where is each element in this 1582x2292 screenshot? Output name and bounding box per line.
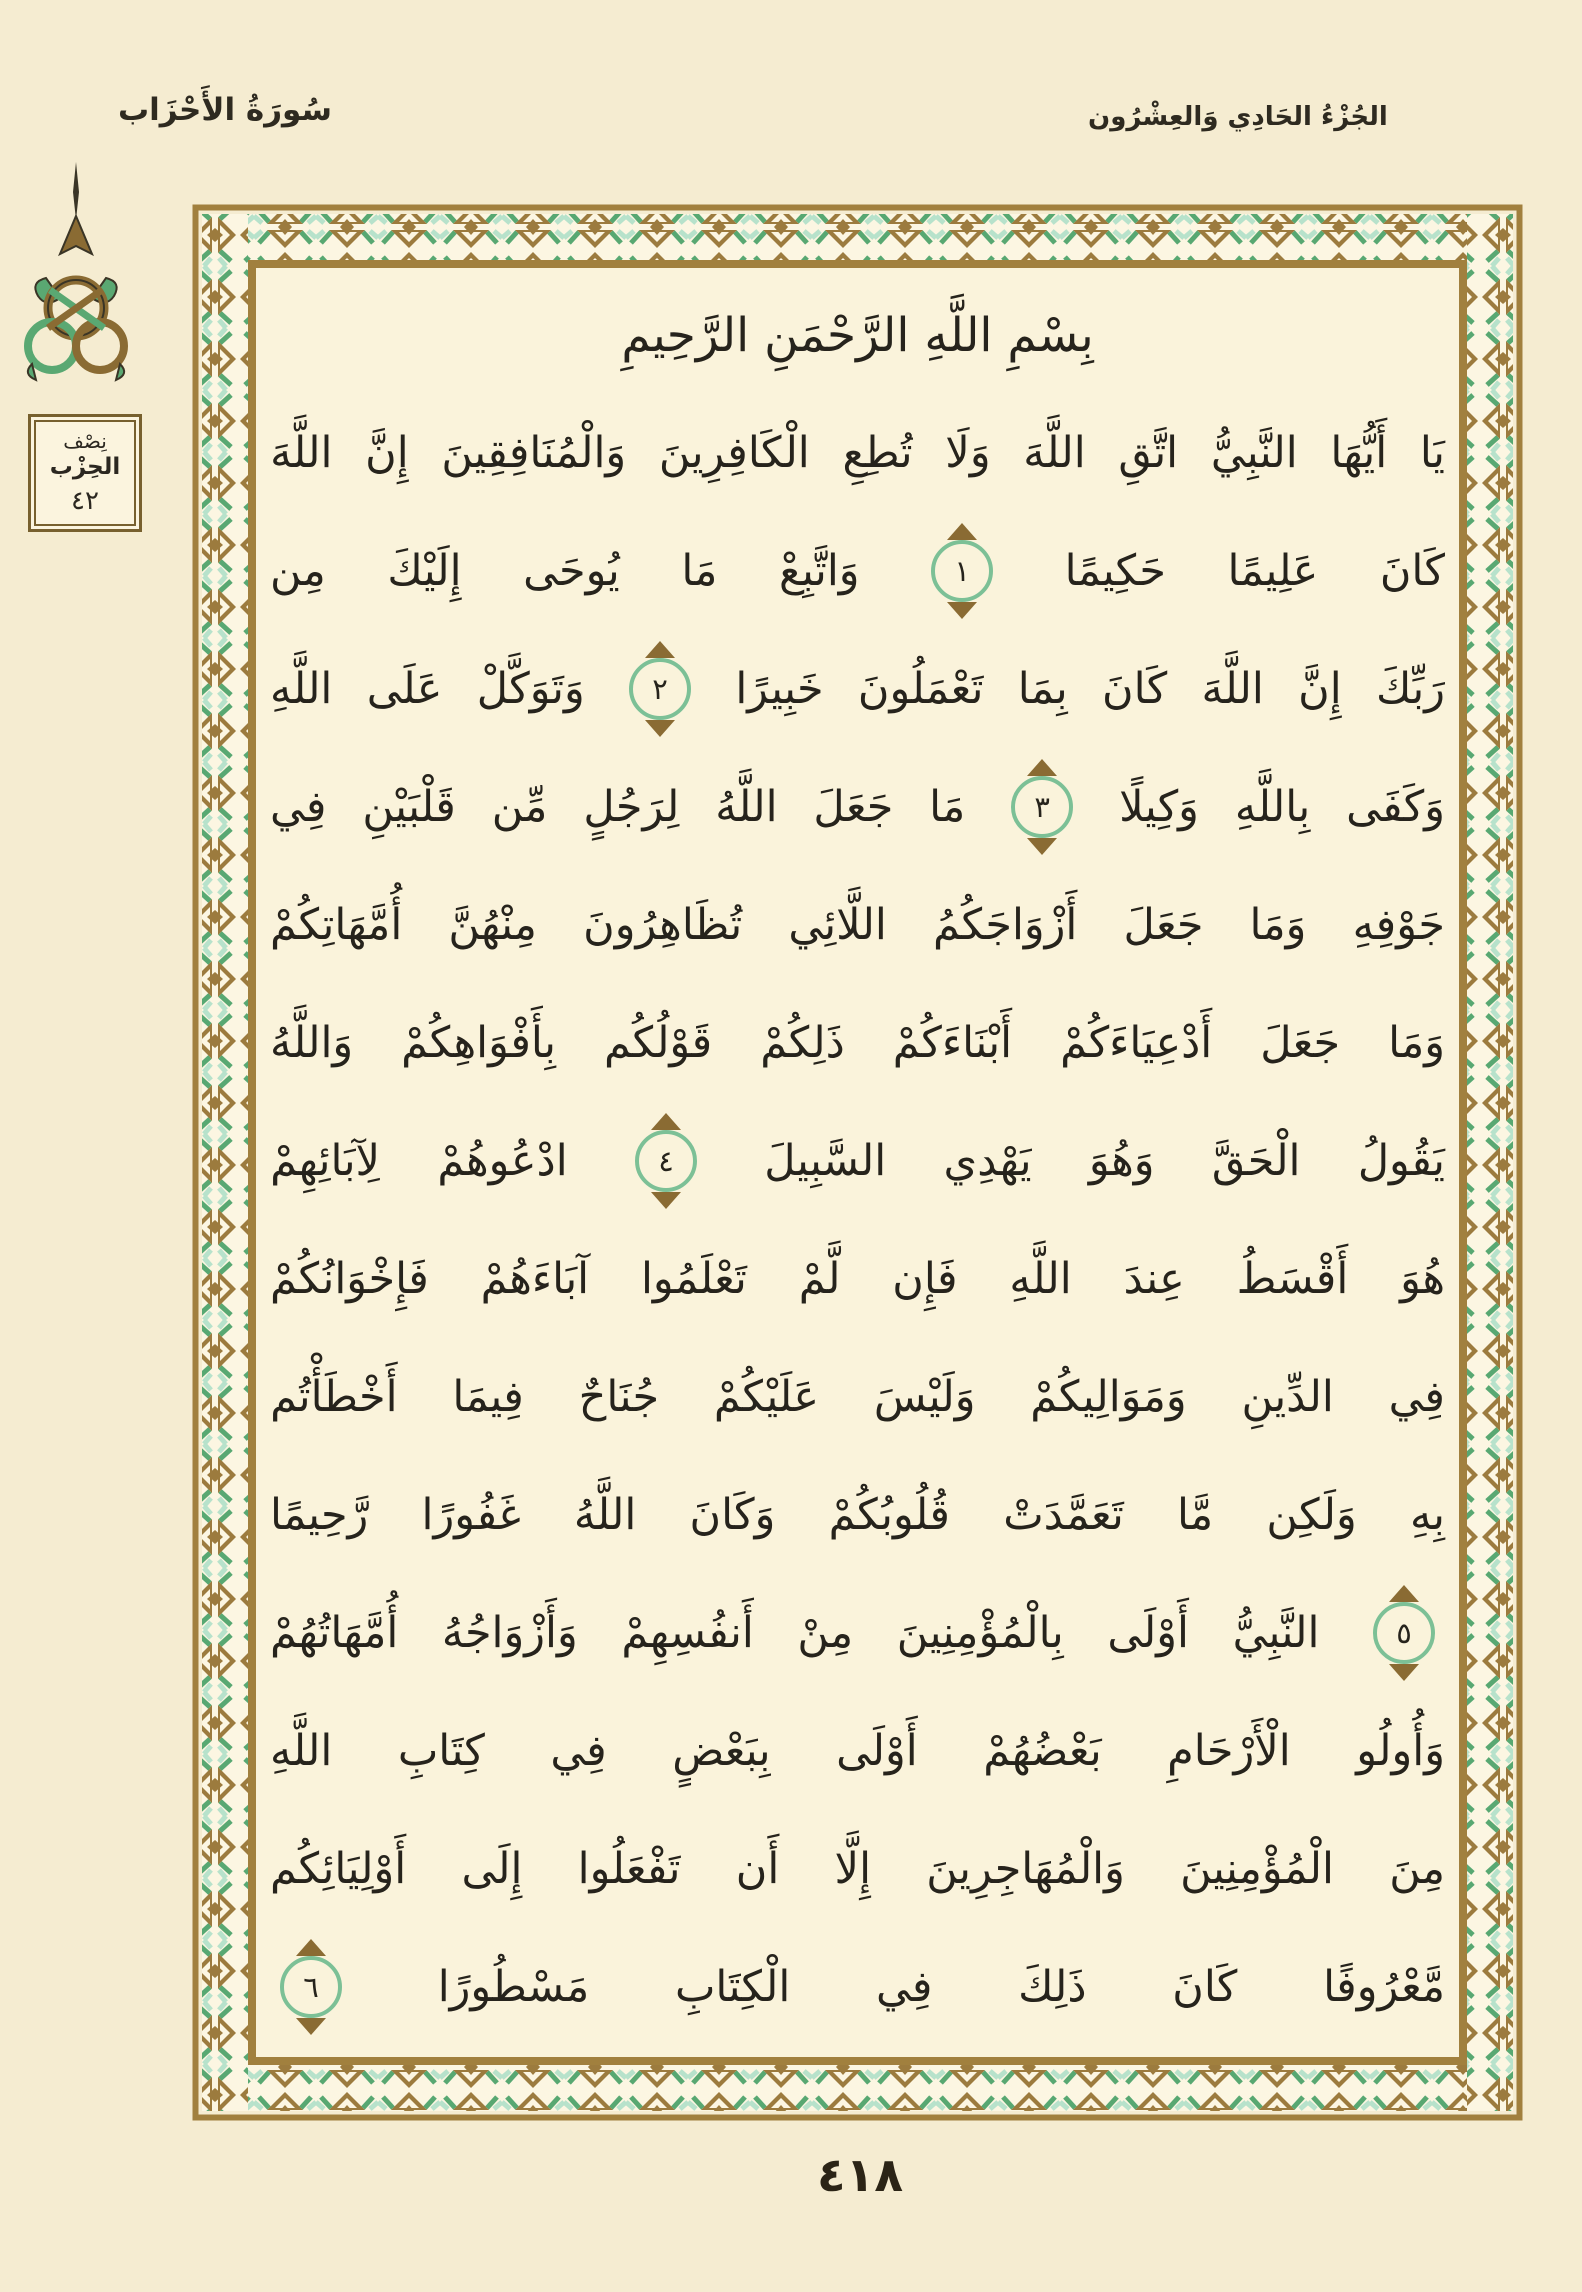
quran-word: هُوَ [1400, 1254, 1445, 1304]
quran-word: غَفُورًا [421, 1490, 521, 1540]
verse-number: ٢ [652, 671, 668, 706]
surah-title: سُورَةُ الأَحْزَاب [118, 92, 332, 128]
quran-word: مِنَ [1389, 1844, 1445, 1894]
quran-word: اللَّهُ [715, 782, 778, 832]
quran-word: الْكَافِرِينَ [658, 428, 810, 478]
quran-word: اللَّهَ [1201, 664, 1264, 714]
quran-word: أَوْلَى [836, 1726, 918, 1776]
quran-word: قَوْلُكُم [603, 1018, 713, 1068]
quran-word: أَبْنَاءَكُمْ [892, 1018, 1013, 1068]
quran-word: أَوْلِيَائِكُم [270, 1844, 407, 1894]
quran-word: ذَلِكَ [1018, 1962, 1087, 2012]
quran-word: مِّن [491, 782, 548, 832]
quran-word: وَلَيْسَ [873, 1372, 976, 1422]
quran-word: كِتَابِ [397, 1726, 485, 1776]
quran-word: فِي [1388, 1372, 1445, 1422]
bismillah: بِسْمِ اللَّهِ الرَّحْمَنِ الرَّحِيمِ [621, 307, 1094, 363]
quran-word: وَمَا [1249, 900, 1307, 950]
quran-word: مِن [270, 546, 326, 596]
quran-word: يُوحَى [523, 546, 620, 596]
hizb-marker-box [28, 414, 142, 532]
quran-word: بِمَا [1017, 664, 1068, 714]
quran-word: كَانَ [1172, 1962, 1238, 2012]
quran-word: وَأَزْوَاجُهُ [441, 1608, 578, 1658]
verse-number: ٦ [303, 1969, 319, 2004]
hizb-ornament-icon [16, 158, 136, 416]
quran-word: وَمَا [1388, 1018, 1445, 1068]
quran-word: جَعَلَ [813, 782, 894, 832]
verse-marker [280, 1956, 342, 2018]
quran-word: تَعْمَلُونَ [857, 664, 984, 714]
quran-word: عَلِيمًا [1227, 546, 1319, 596]
quran-word: بَعْضُهُمْ [983, 1726, 1102, 1776]
quran-word: تَعْلَمُوا [640, 1254, 747, 1304]
quran-word: ذَلِكُمْ [760, 1018, 845, 1068]
verse-number: ٥ [1396, 1615, 1412, 1650]
quran-word: مَا [681, 546, 718, 596]
quran-word: فِي [875, 1962, 933, 2012]
quran-word: اللَّهِ [270, 664, 333, 714]
quran-word: اتَّقِ [1118, 428, 1179, 478]
quran-word: جَعَلَ [1260, 1018, 1341, 1068]
quran-word: مَسْطُورًا [437, 1962, 590, 2012]
quran-word: فِيمَا [452, 1372, 524, 1422]
quran-word: وَهُوَ [1088, 1136, 1155, 1186]
quran-line [270, 1928, 1445, 2046]
quran-word: جَعَلَ [1123, 900, 1204, 950]
quran-word: وَاتَّبِعْ [779, 546, 860, 596]
quran-word: لِآبَائِهِمْ [270, 1136, 381, 1186]
quran-word: يَا [1419, 428, 1445, 478]
quran-word: قُلُوبُكُمْ [828, 1490, 950, 1540]
quran-word: مَا [929, 782, 966, 832]
quran-word: وَكِيلًا [1119, 782, 1199, 832]
quran-line [270, 512, 1445, 630]
quran-line [270, 748, 1445, 866]
quran-line [270, 1456, 1445, 1574]
verse-marker [629, 658, 691, 720]
quran-word: لَّمْ [798, 1254, 841, 1304]
quran-word: وَأُولُو [1356, 1726, 1445, 1776]
hizb-number: ٤٢ [71, 485, 99, 516]
quran-word: مِنْ [797, 1608, 854, 1658]
quran-word: آبَاءَهُمْ [480, 1254, 590, 1304]
quran-word: أَدْعِيَاءَكُمْ [1060, 1018, 1213, 1068]
quran-word: فَإِخْوَانُكُمْ [270, 1254, 429, 1304]
quran-word: الْأَرْحَامِ [1167, 1726, 1291, 1776]
quran-word: رَبِّكَ [1376, 664, 1445, 714]
border-pattern-bottom [202, 2065, 1513, 2111]
quran-word: بِالْمُؤْمِنِينَ [896, 1608, 1064, 1658]
quran-word: بِاللَّهِ [1234, 782, 1311, 832]
quran-word: أَقْسَطُ [1236, 1254, 1349, 1304]
quran-word: مَّا [1177, 1490, 1214, 1540]
quran-word: بِأَفْوَاهِكُمْ [401, 1018, 556, 1068]
quran-word: وَمَوَالِيكُمْ [1030, 1372, 1187, 1422]
quran-word: فِي [270, 782, 327, 832]
quran-word: وَالْمُهَاجِرِينَ [926, 1844, 1125, 1894]
quran-line [270, 1338, 1445, 1456]
quran-word: وَلَكِن [1266, 1490, 1357, 1540]
hizb-word-nisf: نِصْف [63, 429, 107, 453]
quran-word: كَانَ [1379, 546, 1445, 596]
quran-word: اللَّهِ [270, 1726, 333, 1776]
quran-word: أُمَّهَاتِكُمْ [270, 900, 403, 950]
quran-word: حَكِيمًا [1064, 546, 1166, 596]
quran-word: النَّبِيُّ [1232, 1608, 1320, 1658]
quran-word: الْحَقَّ [1211, 1136, 1301, 1186]
quran-word: أُمَّهَاتُهُمْ [270, 1608, 399, 1658]
quran-word: الْمُؤْمِنِينَ [1180, 1844, 1334, 1894]
quran-word: تُطِعِ [842, 428, 913, 478]
hizb-word-hizb: الحِزْب [49, 454, 121, 480]
quran-word: تَفْعَلُوا [577, 1844, 681, 1894]
quran-word: اللَّهَ [270, 428, 333, 478]
quran-word: إِنَّ [365, 428, 409, 478]
page-number: ٤١٨ [816, 2148, 904, 2203]
quran-word: تَعَمَّدَتْ [1003, 1490, 1124, 1540]
quran-line [270, 1692, 1445, 1810]
quran-word: وَالْمُنَافِقِينَ [441, 428, 627, 478]
quran-word: فِي [550, 1726, 607, 1776]
border-pattern-top [202, 214, 1513, 260]
border-pattern-right [1467, 214, 1513, 2111]
quran-word: أَخْطَأْتُم [270, 1372, 398, 1422]
quran-word: أَن [735, 1844, 780, 1894]
verse-marker [1373, 1602, 1435, 1664]
quran-word: ادْعُوهُمْ [437, 1136, 568, 1186]
quran-word: وَكَفَى [1346, 782, 1445, 832]
quran-word: أَزْوَاجَكُمُ [933, 900, 1078, 950]
quran-word: جَوْفِهِ [1352, 900, 1445, 950]
quran-word: عِندَ [1123, 1254, 1185, 1304]
quran-word: اللَّائِي [788, 900, 887, 950]
verse-number: ٤ [658, 1143, 674, 1178]
quran-word: اللَّهَ [1023, 428, 1086, 478]
border-pattern-left [202, 214, 248, 2111]
quran-word: يَهْدِي [943, 1136, 1032, 1186]
quran-word: إِلَّا [834, 1844, 872, 1894]
finial-spike [73, 162, 79, 220]
quran-line [270, 630, 1445, 748]
quran-word: إِلَيْكَ [387, 546, 462, 596]
quran-word: إِلَى [461, 1844, 523, 1894]
quran-word: بِبَعْضٍ [672, 1726, 771, 1776]
quran-word: أَيُّهَا [1330, 428, 1388, 478]
quran-word: عَلَى [366, 664, 443, 714]
quran-word: وَكَانَ [689, 1490, 776, 1540]
quran-word: فَإِن [892, 1254, 958, 1304]
verse-number: ٣ [1034, 789, 1050, 824]
quran-line [270, 394, 1445, 512]
quran-line [270, 1102, 1445, 1220]
quran-word: السَّبِيلَ [764, 1136, 887, 1186]
quran-word: جُنَاحٌ [578, 1372, 660, 1422]
quran-word: إِنَّ [1298, 664, 1342, 714]
quran-line [270, 1574, 1445, 1692]
quran-word: لِرَجُلٍ [583, 782, 680, 832]
quran-word: أَنفُسِهِمْ [621, 1608, 754, 1658]
verse-number: ١ [954, 553, 970, 588]
quran-word: يَقُولُ [1357, 1136, 1445, 1186]
quran-word: مِنْهُنَّ [448, 900, 537, 950]
quran-word: النَّبِيُّ [1210, 428, 1298, 478]
quran-line [270, 866, 1445, 984]
quran-word: قَلْبَيْنِ [362, 782, 456, 832]
quran-word: وَتَوَكَّلْ [476, 664, 585, 714]
quran-word: تُظَاهِرُونَ [583, 900, 743, 950]
quran-word: أَوْلَى [1107, 1608, 1189, 1658]
quran-word: خَبِيرًا [735, 664, 824, 714]
quran-word: الدِّينِ [1241, 1372, 1334, 1422]
quran-line [270, 1220, 1445, 1338]
quran-word: اللَّهُ [573, 1490, 637, 1540]
quran-word: وَلَا [945, 428, 991, 478]
quran-word: الْكِتَابِ [674, 1962, 791, 2012]
quran-line [270, 984, 1445, 1102]
juz-title: الجُزْءُ الحَادِي وَالعِشْرُون [1088, 102, 1388, 132]
quran-word: بِهِ [1409, 1490, 1445, 1540]
quran-word: رَّحِيمًا [270, 1490, 369, 1540]
verse-marker [931, 540, 993, 602]
quran-word: كَانَ [1102, 664, 1168, 714]
quran-word: مَّعْرُوفًا [1323, 1962, 1445, 2012]
verse-marker [1011, 776, 1073, 838]
quran-line [270, 1810, 1445, 1928]
quran-text-area [270, 276, 1445, 2046]
quran-word: وَاللَّهُ [270, 1018, 354, 1068]
quran-word: اللَّهِ [1009, 1254, 1072, 1304]
quran-word: عَلَيْكُمْ [713, 1372, 820, 1422]
verse-marker [635, 1130, 697, 1192]
